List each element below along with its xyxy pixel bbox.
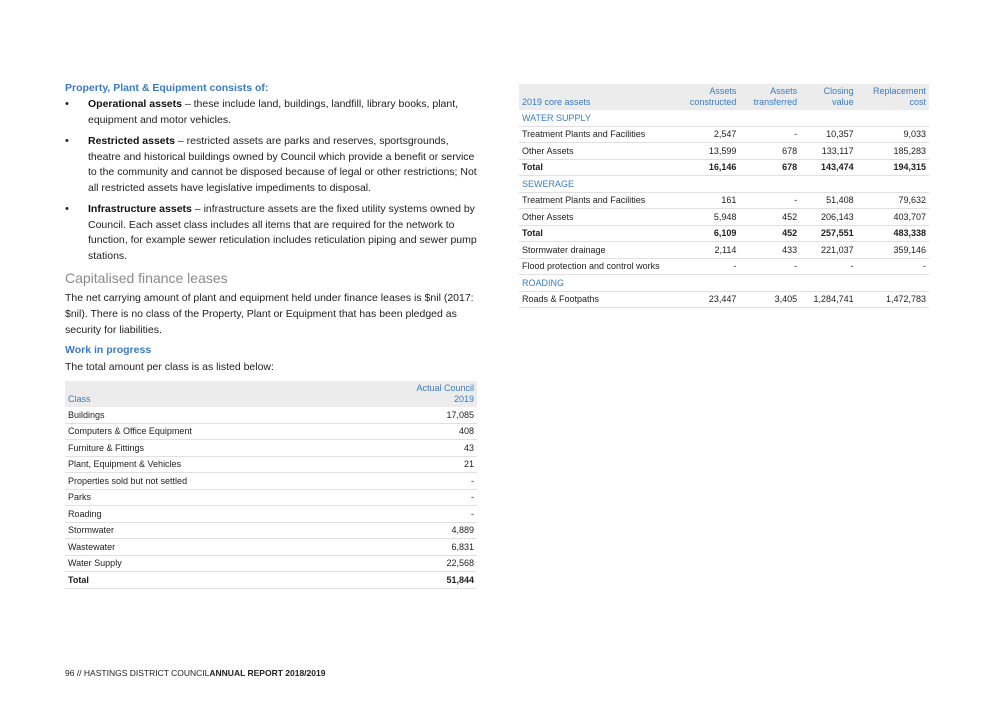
row-value: 4,889 bbox=[342, 522, 477, 539]
cell bbox=[857, 176, 929, 193]
core-col-label: 2019 core assets bbox=[519, 84, 675, 110]
wip-col-class: Class bbox=[65, 381, 342, 407]
leases-paragraph: The net carrying amount of plant and equipment held under finance leases is $nil (2017: $nil). There is no class of the Property, Plant or Equipment that has been pledged as security for liabilities. bbox=[65, 292, 474, 336]
cell bbox=[739, 110, 800, 126]
core-col-closing bbox=[800, 84, 856, 110]
bullet-infrastructure-assets bbox=[65, 202, 477, 264]
cell: - bbox=[675, 258, 739, 275]
bullet-term: Infrastructure assets bbox=[88, 203, 192, 215]
row-label: Wastewater bbox=[65, 539, 342, 556]
table-row bbox=[65, 473, 477, 490]
core-col-replacement bbox=[857, 84, 929, 110]
section-row-roading bbox=[519, 275, 929, 292]
cell bbox=[857, 110, 929, 126]
table-row bbox=[65, 440, 477, 457]
cell: 483,338 bbox=[857, 225, 929, 242]
cell bbox=[800, 176, 856, 193]
cell: 433 bbox=[739, 242, 800, 259]
cell: 2,547 bbox=[675, 126, 739, 143]
wip-table bbox=[65, 381, 477, 589]
cell bbox=[739, 176, 800, 193]
cell: 5,948 bbox=[675, 209, 739, 226]
cell: - bbox=[739, 192, 800, 209]
header-line: constructed bbox=[689, 97, 737, 107]
wip-heading: Work in progress bbox=[65, 344, 152, 356]
wip-col-value-line1: Actual Council bbox=[416, 383, 474, 393]
header-line: value bbox=[832, 97, 854, 107]
table-row bbox=[65, 456, 477, 473]
cell bbox=[739, 275, 800, 292]
page-footer bbox=[65, 668, 325, 678]
cell: 678 bbox=[739, 143, 800, 160]
row-value: - bbox=[342, 506, 477, 523]
bullet-icon: • bbox=[65, 98, 69, 110]
cell: 185,283 bbox=[857, 143, 929, 160]
table-row-total bbox=[519, 225, 929, 242]
row-label: Roads & Footpaths bbox=[519, 291, 675, 308]
table-row bbox=[65, 489, 477, 506]
bullet-restricted-assets bbox=[65, 134, 477, 196]
bullet-text: – infrastructure assets are the fixed utility systems owned by Council. Each asset class includes all items that are required for the network to function, for example sewer reticulation includes reticulation piping and sewer pump stations. bbox=[88, 203, 477, 262]
row-label: Other Assets bbox=[519, 143, 675, 160]
row-value: - bbox=[342, 473, 477, 490]
bullet-text: – these include land, buildings, landfill, library books, plant, equipment and motor vehicles. bbox=[88, 98, 459, 126]
left-column bbox=[65, 82, 477, 589]
row-label: Stormwater drainage bbox=[519, 242, 675, 259]
wip-header-row bbox=[65, 381, 477, 407]
bullet-icon: • bbox=[65, 135, 69, 147]
wip-col-value-line2: 2019 bbox=[453, 394, 474, 404]
row-value: 21 bbox=[342, 456, 477, 473]
cell: - bbox=[800, 258, 856, 275]
ppe-heading: Property, Plant & Equipment consists of: bbox=[65, 82, 269, 94]
cell: 51,408 bbox=[800, 192, 856, 209]
core-col-constructed bbox=[675, 84, 739, 110]
cell: 9,033 bbox=[857, 126, 929, 143]
cell: 452 bbox=[739, 225, 800, 242]
row-label: Total bbox=[519, 225, 675, 242]
section-row-water-supply bbox=[519, 110, 929, 126]
page-number: 96 // bbox=[65, 668, 82, 678]
wip-intro: The total amount per class is as listed below: bbox=[65, 361, 274, 373]
row-label: Total bbox=[519, 159, 675, 176]
cell: 206,143 bbox=[800, 209, 856, 226]
cell: 2,114 bbox=[675, 242, 739, 259]
table-row bbox=[519, 192, 929, 209]
cell bbox=[800, 110, 856, 126]
core-assets-table bbox=[519, 84, 929, 308]
header-line: Closing bbox=[823, 86, 854, 96]
row-label: Flood protection and control works bbox=[519, 258, 675, 275]
core-header-row bbox=[519, 84, 929, 110]
row-label: Treatment Plants and Facilities bbox=[519, 192, 675, 209]
core-col-transferred bbox=[739, 84, 800, 110]
row-label: Buildings bbox=[65, 407, 342, 423]
row-label: Stormwater bbox=[65, 522, 342, 539]
row-value: - bbox=[342, 489, 477, 506]
cell: 161 bbox=[675, 192, 739, 209]
cell bbox=[675, 110, 739, 126]
cell: 79,632 bbox=[857, 192, 929, 209]
wip-col-value bbox=[342, 381, 477, 407]
table-row bbox=[65, 407, 477, 423]
row-label: Computers & Office Equipment bbox=[65, 423, 342, 440]
cell: 194,315 bbox=[857, 159, 929, 176]
cell: 16,146 bbox=[675, 159, 739, 176]
cell: 452 bbox=[739, 209, 800, 226]
row-label: Properties sold but not settled bbox=[65, 473, 342, 490]
row-label: Other Assets bbox=[519, 209, 675, 226]
table-row-total bbox=[65, 572, 477, 589]
cell: 23,447 bbox=[675, 291, 739, 308]
bullet-term: Operational assets bbox=[88, 98, 182, 110]
row-label: ROADING bbox=[519, 275, 675, 292]
cell: - bbox=[857, 258, 929, 275]
table-row bbox=[519, 143, 929, 160]
header-line: transferred bbox=[753, 97, 798, 107]
table-row bbox=[519, 126, 929, 143]
header-line: Assets bbox=[709, 86, 737, 96]
section-row-sewerage bbox=[519, 176, 929, 193]
cell: 133,117 bbox=[800, 143, 856, 160]
row-value: 6,831 bbox=[342, 539, 477, 556]
bullet-icon: • bbox=[65, 203, 69, 215]
cell bbox=[675, 275, 739, 292]
cell: 143,474 bbox=[800, 159, 856, 176]
row-label: Water Supply bbox=[65, 555, 342, 572]
header-line: Replacement bbox=[872, 86, 926, 96]
bullet-term: Restricted assets bbox=[88, 135, 175, 147]
leases-heading: Capitalised finance leases bbox=[65, 270, 228, 286]
cell bbox=[800, 275, 856, 292]
cell: 3,405 bbox=[739, 291, 800, 308]
table-row bbox=[65, 423, 477, 440]
row-value: 408 bbox=[342, 423, 477, 440]
header-line: cost bbox=[909, 97, 926, 107]
cell: 221,037 bbox=[800, 242, 856, 259]
bullet-operational-assets bbox=[65, 97, 477, 128]
table-row bbox=[65, 539, 477, 556]
cell: 13,599 bbox=[675, 143, 739, 160]
header-line: Assets bbox=[770, 86, 798, 96]
cell: 1,472,783 bbox=[857, 291, 929, 308]
cell bbox=[857, 275, 929, 292]
footer-org: HASTINGS DISTRICT COUNCIL bbox=[83, 668, 210, 678]
row-label: WATER SUPPLY bbox=[519, 110, 675, 126]
right-column bbox=[519, 84, 929, 308]
cell: - bbox=[739, 258, 800, 275]
cell: 678 bbox=[739, 159, 800, 176]
table-row bbox=[65, 555, 477, 572]
row-value: 51,844 bbox=[342, 572, 477, 589]
table-row bbox=[519, 258, 929, 275]
row-value: 43 bbox=[342, 440, 477, 457]
table-row bbox=[519, 209, 929, 226]
table-row-total bbox=[519, 159, 929, 176]
cell: - bbox=[739, 126, 800, 143]
table-row bbox=[519, 242, 929, 259]
bullet-text: – restricted assets are parks and reserves, sportsgrounds, theatre and historical buildings owned by Council which provide a benefit or service to the community and cannot be disposed because of legal or other restrictions; Not all restricted assets have legislative impediments to disposal. bbox=[88, 135, 477, 194]
row-label: Plant, Equipment & Vehicles bbox=[65, 456, 342, 473]
row-value: 17,085 bbox=[342, 407, 477, 423]
cell: 359,146 bbox=[857, 242, 929, 259]
footer-report: ANNUAL REPORT 2018/2019 bbox=[209, 668, 326, 678]
cell: 1,284,741 bbox=[800, 291, 856, 308]
row-label: Furniture & Fittings bbox=[65, 440, 342, 457]
cell: 403,707 bbox=[857, 209, 929, 226]
cell: 257,551 bbox=[800, 225, 856, 242]
cell: 6,109 bbox=[675, 225, 739, 242]
row-label: Parks bbox=[65, 489, 342, 506]
row-label: SEWERAGE bbox=[519, 176, 675, 193]
row-label: Treatment Plants and Facilities bbox=[519, 126, 675, 143]
cell bbox=[675, 176, 739, 193]
row-value: 22,568 bbox=[342, 555, 477, 572]
table-row bbox=[65, 506, 477, 523]
table-row bbox=[519, 291, 929, 308]
table-row bbox=[65, 522, 477, 539]
row-label: Roading bbox=[65, 506, 342, 523]
ppe-bullet-list bbox=[65, 97, 477, 264]
cell: 10,357 bbox=[800, 126, 856, 143]
row-label: Total bbox=[65, 572, 342, 589]
